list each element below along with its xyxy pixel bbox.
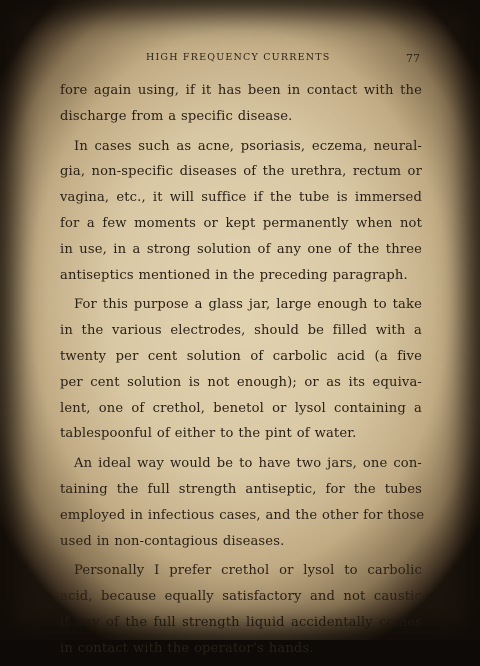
text-line: in the various electrodes, should be filled with a [60, 323, 422, 339]
text-line: if any of the full strength liquid accidentally comes [60, 614, 422, 630]
paragraph-4 [60, 451, 425, 554]
text-line: in use, in a strong solution of any one of the three [60, 241, 422, 257]
text-line: An ideal way would be to have two jars, one con- [74, 456, 422, 472]
text-line: acid, because equally satisfactory and not caustic [60, 589, 422, 605]
text-line: For this purpose a glass jar, large enough to take [74, 297, 422, 313]
text-line: for a few moments or kept permanently when not [60, 215, 422, 231]
text-line: In cases such as acne, psoriasis, eczema, neural- [74, 138, 422, 154]
text-line: tablespoonful of either to the pint of water. [60, 426, 357, 442]
page-header [60, 52, 420, 68]
running-head: HIGH FREQUENCY CURRENTS [146, 52, 331, 63]
text-line: taining the full strength antiseptic, for the tubes [60, 481, 422, 497]
text-line: antiseptics mentioned in the preceding paragraph. [60, 267, 408, 283]
text-line: twenty per cent solution of carbolic acid (a five [60, 348, 422, 364]
text-line: gia, non-specific diseases of the urethra, rectum or [60, 164, 422, 180]
page-number: 77 [406, 52, 420, 65]
paragraph-2 [60, 134, 422, 289]
text-line: fore again using, if it has been in contact with the [60, 83, 422, 98]
text-line: used in non-contagious diseases. [60, 533, 285, 549]
paragraph-3 [60, 292, 422, 447]
text-line: vagina, etc., it will suffice if the tube is immersed [60, 190, 422, 206]
text-line: per cent solution is not enough); or as its equiva- [60, 374, 422, 390]
text-line: discharge from a specific disease. [60, 108, 293, 124]
text-line: in contact with the operator’s hands. [60, 640, 314, 656]
text-line: employed in infectious cases, and the other for those [60, 507, 425, 523]
paragraph-1 [60, 78, 422, 130]
body-text [60, 78, 425, 666]
paragraph-5 [60, 558, 422, 661]
text-line: Personally I prefer crethol or lysol to carbolic [74, 563, 422, 579]
text-line: lent, one of crethol, benetol or lysol containing a [60, 400, 422, 416]
